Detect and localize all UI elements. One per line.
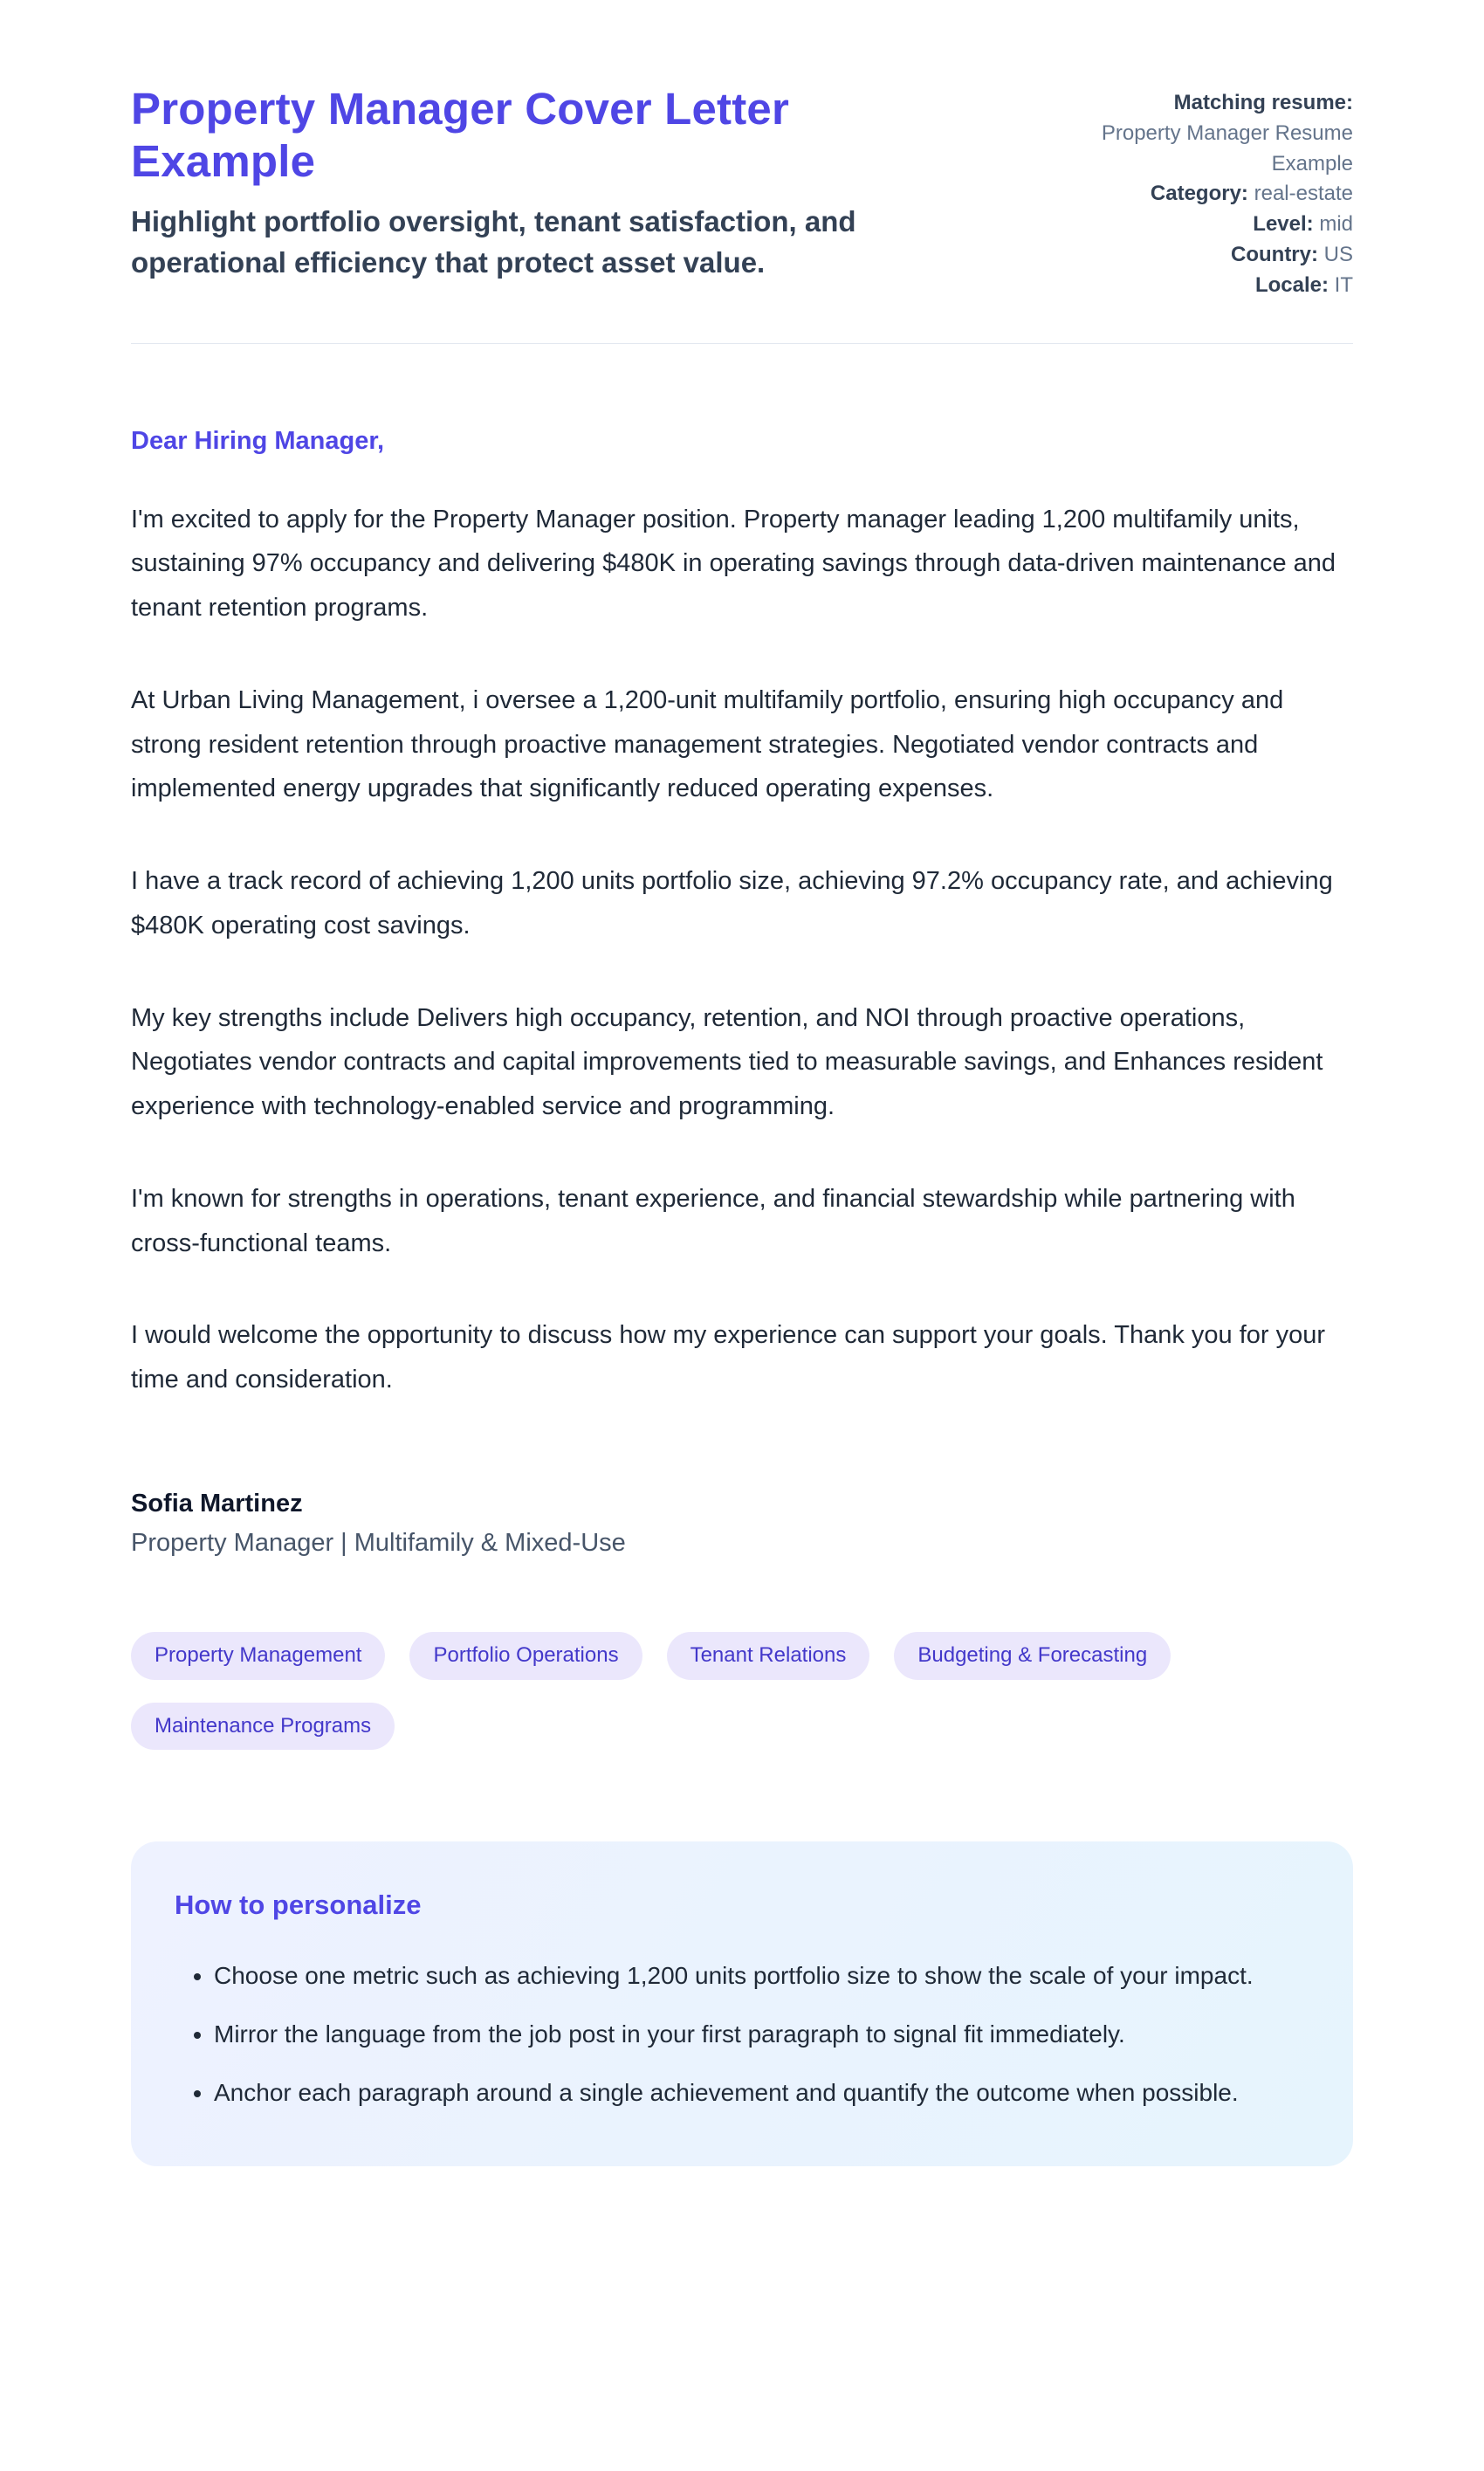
meta-value: mid [1319,212,1353,237]
personalize-card [131,1841,1353,2166]
letter-paragraph-2: At Urban Living Management, i oversee a 1,200-unit multifamily portfolio, ensuring high occupancy and strong resident retention through proactive management strategies. Negotiated vendor contracts and implemented energy upgrades that significantly reduced operating expenses. [131,685,1284,803]
header-divider [131,343,1353,344]
skill-tag-maintenance-programs: Maintenance Programs [131,1703,395,1751]
meta-row-category [1082,179,1353,210]
letter-paragraph-6: I would welcome the opportunity to discuss how my experience can support your goals. Thank you for your time and consideration. [131,1321,1326,1394]
letter-paragraph-5: I'm known for strengths in operations, tenant experience, and financial stewardship while partnering with cross-functional teams. [131,1184,1295,1257]
meta-label: Level: [1253,212,1314,237]
skill-tag-property-management: Property Management [131,1632,385,1680]
letter-paragraph-3: I have a track record of achieving 1,200 units portfolio size, achieving 97.2% occupancy rate, and achieving $480K operating cost savings. [131,867,1333,940]
page-title: Property Manager Cover Letter Example [131,84,790,187]
meta-value: Property Manager Resume Example [1101,120,1353,176]
cover-letter [131,427,1353,2167]
skill-tag-portfolio-operations: Portfolio Operations [409,1632,642,1680]
meta-row-locale [1082,271,1353,301]
meta-label: Category: [1150,182,1248,206]
skill-tag-budgeting-forecasting: Budgeting & Forecasting [894,1632,1171,1680]
personalize-tip-3: • Anchor each paragraph around a single achievement and quantify the outcome when possible. [214,2071,1288,2114]
meta-row-level [1082,210,1353,240]
resume-meta [1082,88,1353,301]
meta-label: Country: [1231,242,1318,266]
meta-value: real-estate [1254,182,1353,206]
personalize-tip-2: • Mirror the language from the job post in your first paragraph to signal fit immediately. [214,2013,1288,2055]
meta-row-matching-resume [1082,88,1353,179]
salutation: Dear Hiring Manager, [131,426,385,455]
personalize-tip-1: • Choose one metric such as achieving 1,200 units portfolio size to show the scale of your impact. [214,1954,1288,1997]
header-left [131,83,934,283]
meta-label: Matching resume: [1173,91,1353,114]
letter-paragraph-1: I'm excited to apply for the Property Manager position. Property manager leading 1,200 multifamily units, sustaining 97% occupancy and delivering $480K in operating savings through data-driven maintenance and tenant retention programs. [131,505,1336,623]
personalize-tips [175,1954,1309,2114]
meta-row-country [1082,240,1353,271]
skill-tag-tenant-relations: Tenant Relations [667,1632,870,1680]
letter-paragraph-4: My key strengths include Delivers high occupancy, retention, and NOI through proactive operations, Negotiates vendor contracts and capital improvements tied to measurable savings, and Enhances resident experience with technology-enabled service and programming. [131,1003,1323,1121]
meta-value: US [1323,242,1353,266]
signature-name: Sofia Martinez [131,1489,303,1518]
header [131,83,1353,301]
skill-tags [131,1632,1248,1751]
meta-label: Locale: [1254,272,1329,297]
page-subtitle: Highlight portfolio oversight, tenant satisfaction, and operational efficiency that protect asset value. [131,205,856,279]
signature-role: Property Manager | Multifamily & Mixed-Use [131,1528,626,1557]
personalize-title: How to personalize [175,1889,422,1921]
meta-value: IT [1334,272,1353,297]
